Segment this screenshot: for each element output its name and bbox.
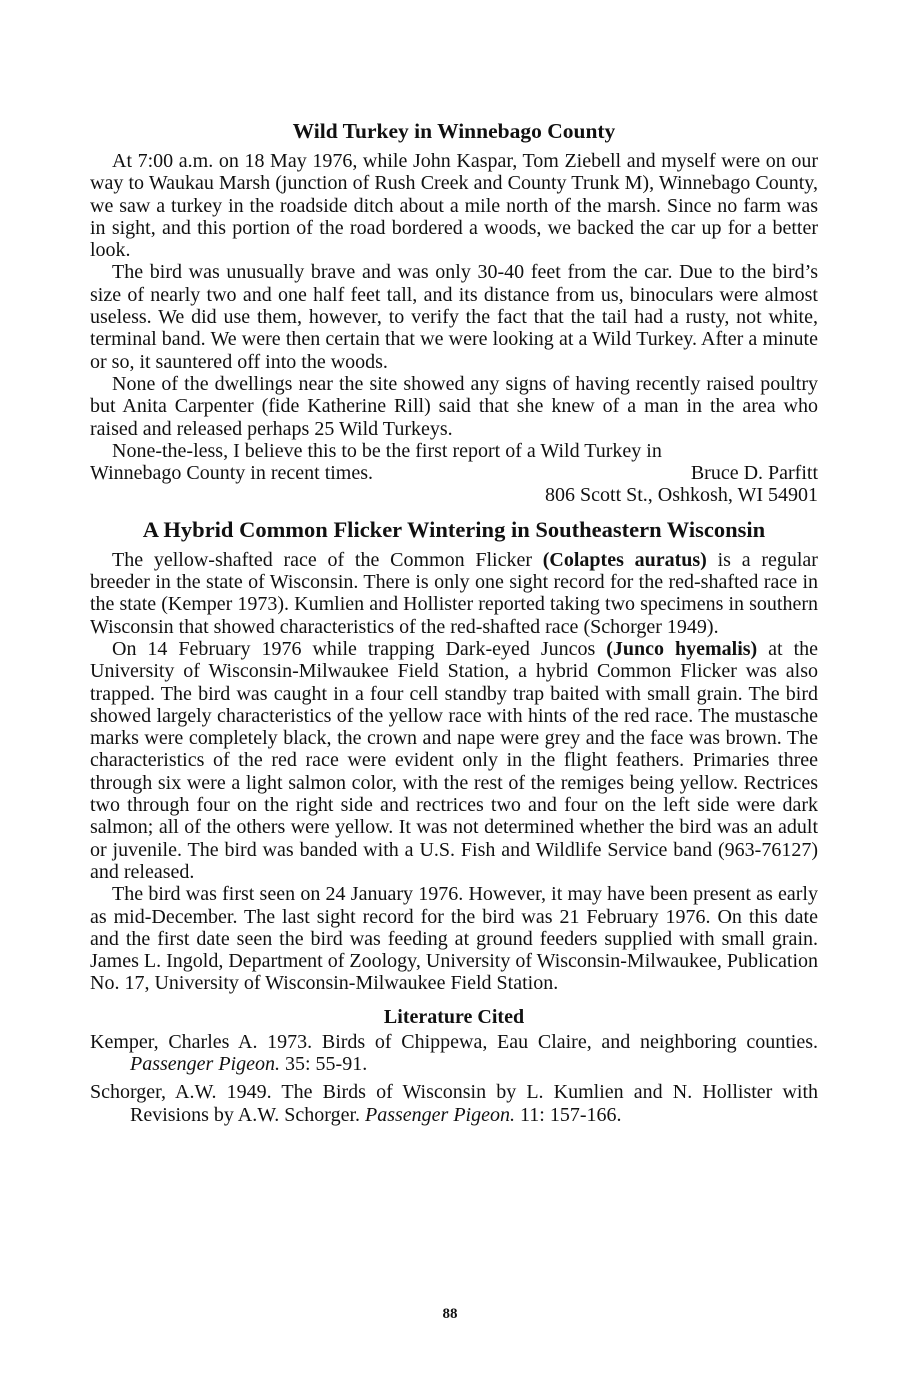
text-run: Schorger, A.W. 1949. The Birds of Wisconsin by L. Kumlien and N. Hollister with Revisions by A.W. Schorger. xyxy=(90,1081,818,1126)
reference-schorger xyxy=(90,1081,818,1126)
journal-name: Passenger Pigeon. xyxy=(365,1103,515,1126)
paragraph: None of the dwellings near the site showed any signs of having recently raised poultry but Anita Carpenter (fide Katherine Rill) said that she knew of a man in the area who raised and released perhaps 25 Wild Turkeys. xyxy=(90,372,818,440)
paragraph xyxy=(90,638,818,883)
text-run: is a regular breeder in the state of Wisconsin. There is only one sight record for the red-shafted race in the state (Kemper 1973). Kumlien and Hollister reported taking two specimens in southern Wisconsin that showed characteristics of the red-shafted race (Schorger 1949). xyxy=(90,548,818,638)
text-run: On 14 February 1976 while trapping Dark-eyed Juncos xyxy=(112,637,607,660)
scientific-name: (Colaptes auratus) xyxy=(542,548,707,571)
page-number: 88 xyxy=(442,1306,458,1322)
text-run: 11: 157-166. xyxy=(515,1103,622,1126)
scientific-name: (Junco hyemalis) xyxy=(606,637,758,660)
paragraph-end: Winnebago County in recent times. xyxy=(90,462,374,485)
text-run: at the University of Wisconsin-Milwaukee Field Station, a hybrid Common Flicker was also trapped. The bird was caught in a four cell standby trap baited with small grain. The bird showed largely characteristics of the yellow race with hints of the red race. The mustasche marks were completely black, the crown and nape were grey and the face was brown. The characteristics of the red race were evident only in the flight feathers. Primaries three through six were a light salmon color, with the rest of the remiges being yellow. Rectrices two through four on the right side and rectrices two and four on the left side were dark salmon; all of the others were yellow. It was not determined whether the bird was an adult or juvenile. The bird was banded with a U.S. Fish and Wildlife Service band (963-76127) and released. xyxy=(90,637,819,883)
paragraph: The bird was first seen on 24 January 1976. However, it may have been present as early as mid-December. The last sight record for the bird was 21 February 1976. On this date and the first date seen the bird was feeding at ground feeders supplied with small grain. James L. Ingold, Department of Zoology, University of Wisconsin-Milwaukee, Publication No. 17, University of Wisconsin-Milwaukee Field Station. xyxy=(90,883,818,995)
text-run: Kemper, Charles A. 1973. Birds of Chippewa, Eau Claire, and neighboring counties. xyxy=(90,1030,818,1053)
author-name: Bruce D. Parfitt xyxy=(690,462,818,485)
author-address: 806 Scott St., Oshkosh, WI 54901 xyxy=(545,484,818,507)
article-title-wild-turkey: Wild Turkey in Winnebago County xyxy=(292,119,616,143)
paragraph: The bird was unusually brave and was only 30-40 feet from the car. Due to the bird’s size of nearly two and one half feet tall, and its distance from us, binoculars were almost useless. We did use them, however, to verify the fact that the tail had a rusty, not white, terminal band. We were then certain that we were looking at a Wild Turkey. After a minute or so, it sauntered off into the woods. xyxy=(90,261,818,373)
literature-cited-heading: Literature Cited xyxy=(383,1005,525,1028)
paragraph xyxy=(90,549,818,638)
journal-name: Passenger Pigeon. xyxy=(130,1052,280,1075)
text-run: 35: 55-91. xyxy=(279,1052,368,1075)
paragraph: At 7:00 a.m. on 18 May 1976, while John Kaspar, Tom Ziebell and myself were on our way to Waukau Marsh (junction of Rush Creek and County Trunk M), Winnebago County, we saw a turkey in the roadside ditch about a mile north of the marsh. Since no farm was in sight, and this portion of the road bordered a woods, we backed the car up for a better look. xyxy=(90,150,818,262)
paragraph: None-the-less, I believe this to be the first report of a Wild Turkey in xyxy=(112,439,662,462)
text-run: The yellow-shafted race of the Common Flicker xyxy=(112,548,543,571)
reference-kemper xyxy=(90,1031,818,1076)
page-content xyxy=(90,118,818,1132)
article-title-hybrid-flicker: A Hybrid Common Flicker Wintering in Southeastern Wisconsin xyxy=(142,516,766,542)
closing-line xyxy=(90,462,818,484)
